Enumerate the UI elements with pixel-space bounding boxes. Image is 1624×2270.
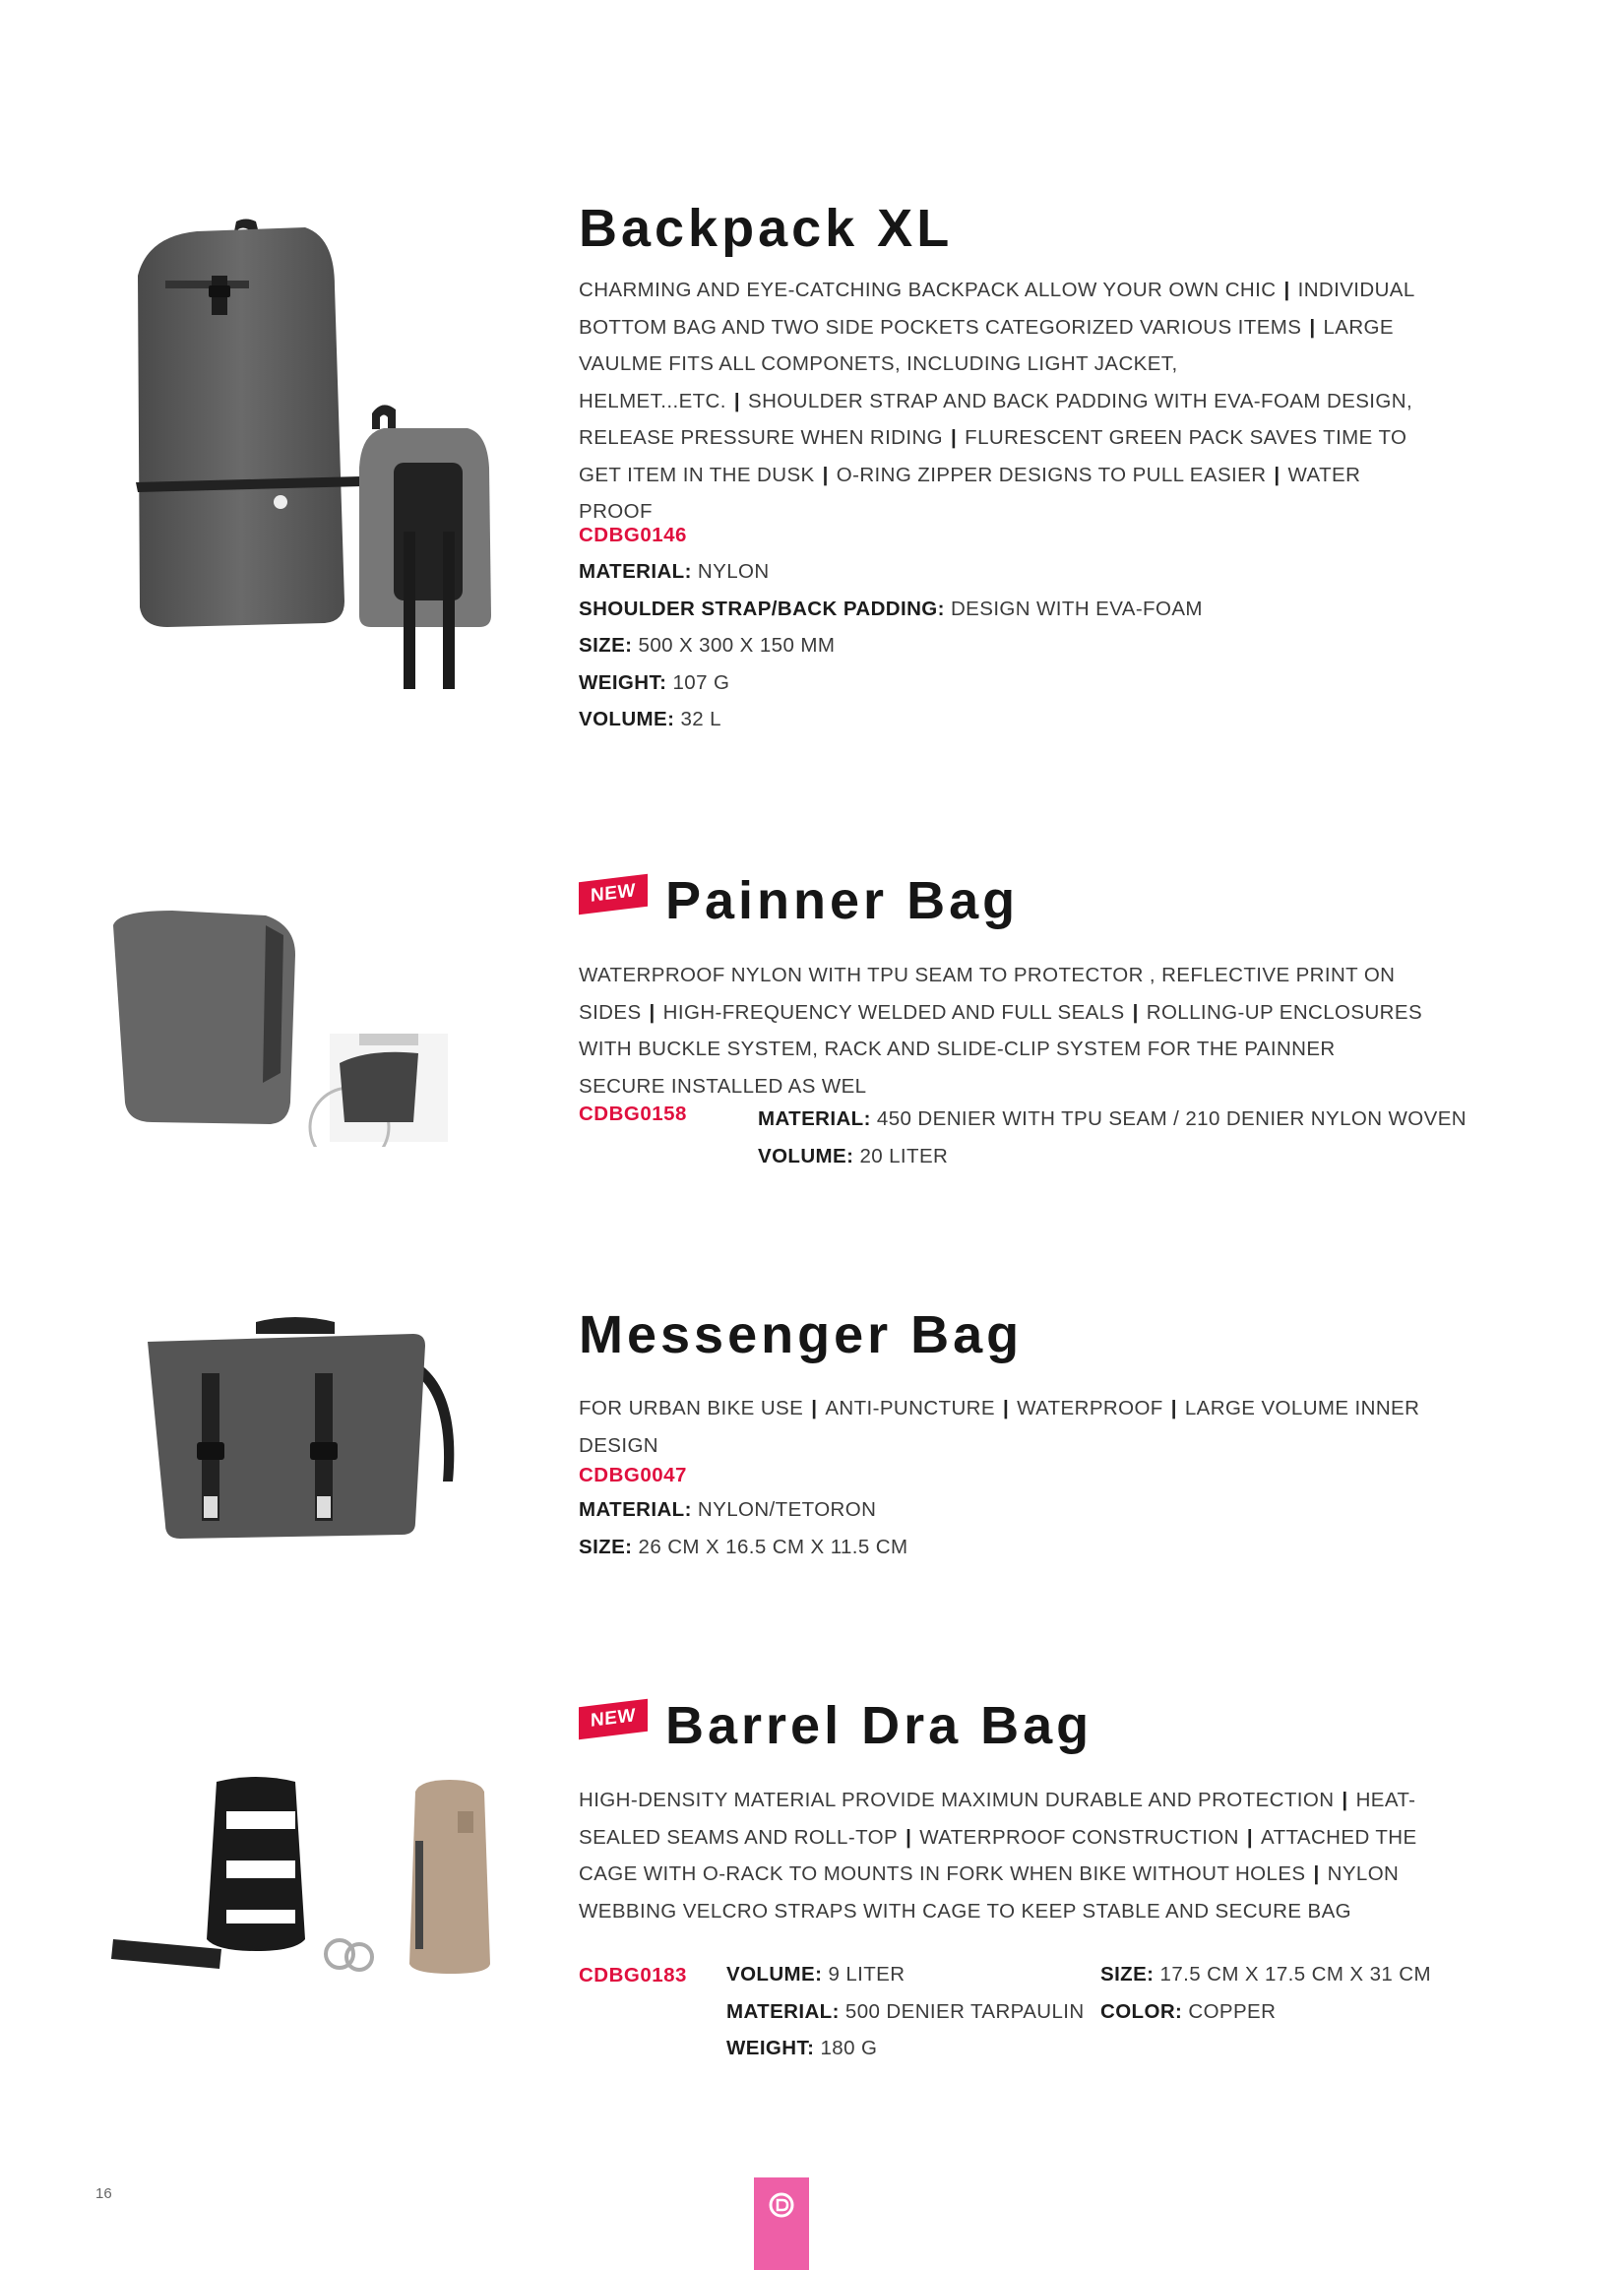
page-number: 16 (95, 2185, 112, 2202)
messenger-bag-image (143, 1314, 463, 1545)
spec-padding: SHOULDER STRAP/BACK PADDING: DESIGN WITH EVA-FOAM (579, 597, 1203, 620)
product-description: HIGH-DENSITY MATERIAL PROVIDE MAXIMUN DURABLE AND PROTECTION | HEAT-SEALED SEAMS AND ROLL-TOP | WATERPROOF CONSTRUCTION | ATTACHED THE CAGE WITH O-RACK TO MOUNTS IN FORK WHEN BIKE WITHOUT HOLES | NYLON WEBBING VELCRO STRAPS WITH CAGE TO KEEP STABLE AND SECURE BAG (579, 1789, 1417, 1923)
product-description: WATERPROOF NYLON WITH TPU SEAM TO PROTECTOR , REFLECTIVE PRINT ON SIDES | HIGH-FREQUENCY WELDED AND FULL SEALS | ROLLING-UP ENCLOSURES WITH BUCKLE SYSTEM, RACK AND SLIDE-CLIP SYSTEM FOR THE PAINNER SECURE INSTALLED AS WEL (579, 964, 1423, 1098)
product-description: FOR URBAN BIKE USE | ANTI-PUNCTURE | WATERPROOF | LARGE VOLUME INNER DESIGN (579, 1397, 1420, 1457)
spec-volume: VOLUME: 20 LITER (758, 1144, 949, 1167)
product-code: CDBG0183 (579, 1964, 687, 1986)
spec-size: SIZE: 17.5 CM X 17.5 CM X 31 CM (1100, 1963, 1431, 1986)
new-badge: NEW (579, 1703, 648, 1735)
product-title: Painner Bag (665, 871, 1020, 930)
product-code: CDBG0047 (579, 1464, 687, 1486)
spec-size: SIZE: 26 CM X 16.5 CM X 11.5 CM (579, 1535, 908, 1558)
spec-material: MATERIAL: 450 DENIER WITH TPU SEAM / 210 DENIER NYLON WOVEN (758, 1107, 1467, 1130)
spec-volume: VOLUME: 32 L (579, 708, 721, 730)
product-code: CDBG0146 (579, 524, 687, 546)
spec-list (579, 1491, 907, 1565)
spec-color: COLOR: COPPER (1100, 1999, 1277, 2023)
painner-bag-image (103, 906, 453, 1147)
spec-list (758, 1101, 1467, 1174)
new-badge: NEW (579, 878, 648, 911)
product-code: CDBG0158 (579, 1103, 687, 1125)
brand-logo-icon (768, 2191, 795, 2224)
spec-weight: WEIGHT: 180 G (726, 2037, 878, 2059)
spec-volume: VOLUME: 9 LITER (726, 1963, 906, 1986)
barrel-dra-bag-image (108, 1772, 531, 1984)
spec-weight: WEIGHT: 107 G (579, 670, 730, 694)
backpack-xl-image (118, 207, 541, 728)
product-description: CHARMING AND EYE-CATCHING BACKPACK ALLOW YOUR OWN CHIC | INDIVIDUAL BOTTOM BAG AND TWO SIDE POCKETS CATEGORIZED VARIOUS ITEMS | LARGE VAULME FITS ALL COMPONETS, INCLUDING LIGHT JACKET, HELMET...ETC. | SHOULDER STRAP AND BACK PADDING WITH EVA-FOAM DESIGN, RELEASE PRESSURE WHEN RIDING | FLURESCENT GREEN PACK SAVES TIME TO GET ITEM IN THE DUSK | O-RING ZIPPER DESIGNS TO PULL EASIER | WATER PROOF (579, 279, 1414, 523)
spec-list (726, 1956, 1085, 2067)
spec-material: MATERIAL: 500 DENIER TARPAULIN (726, 1999, 1085, 2023)
spec-list (579, 553, 1203, 738)
spec-material: MATERIAL: NYLON/TETORON (579, 1498, 877, 1521)
footer-tab (754, 2177, 809, 2270)
product-title: Messenger Bag (579, 1305, 1024, 1364)
product-title: Barrel Dra Bag (665, 1696, 1093, 1755)
spec-size: SIZE: 500 X 300 X 150 MM (579, 634, 836, 657)
spec-material: MATERIAL: NYLON (579, 560, 770, 583)
spec-list-secondary (1100, 1956, 1431, 2030)
product-title: Backpack XL (579, 199, 954, 258)
